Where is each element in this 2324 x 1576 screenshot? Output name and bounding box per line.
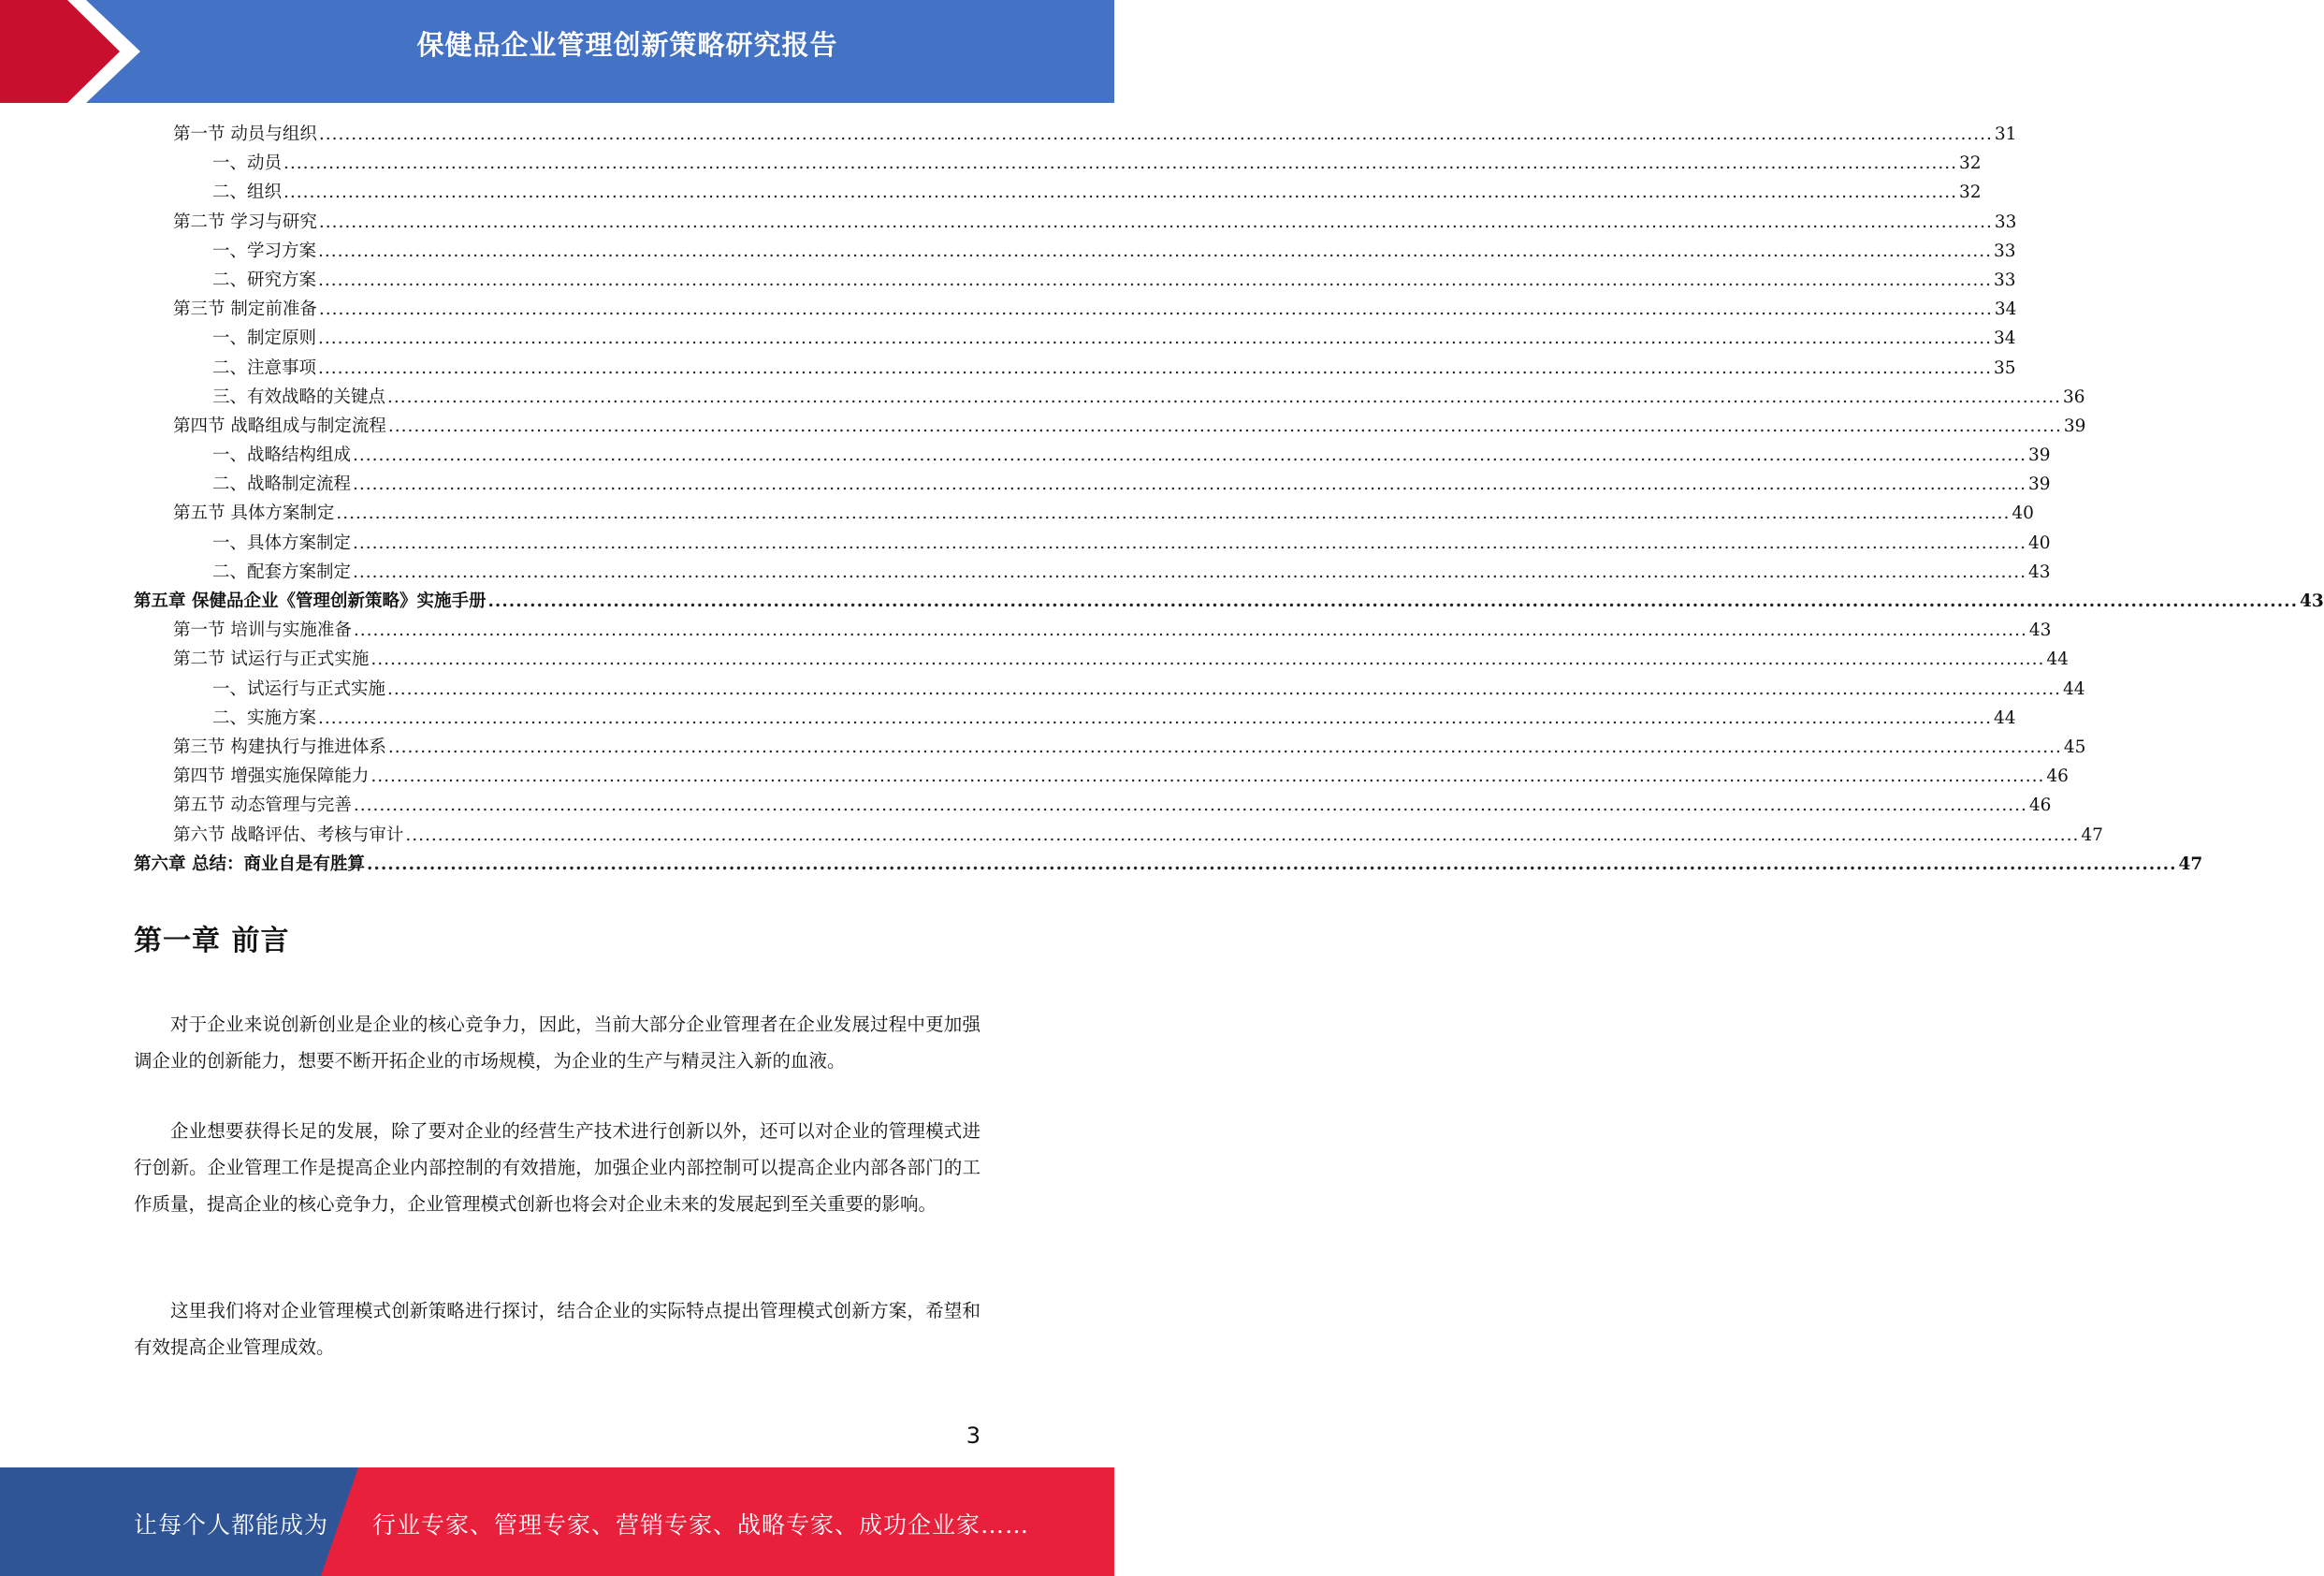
toc-entry[interactable] [134, 675, 2085, 704]
toc-entry-label: 第三节 制定前准备 [173, 299, 317, 320]
toc-dot-leader: .................................................................................................................................................................................................................................................................... [318, 328, 1992, 349]
toc-entry-label: 第三节 构建执行与推进体系 [173, 737, 386, 757]
toc-entry-label: 第五章 保健品企业《管理创新策略》实施手册 [134, 591, 487, 611]
toc-entry-label: 第四节 增强实施保障能力 [173, 766, 370, 787]
toc-dot-leader: .................................................................................................................................................................................................................................................................... [387, 387, 2061, 407]
toc-entry[interactable] [134, 208, 2017, 237]
toc-entry-label: 二、注意事项 [212, 358, 317, 378]
toc-entry-label: 第二节 学习与研究 [173, 212, 317, 232]
toc-entry[interactable] [134, 791, 2052, 820]
paragraph-text: 企业想要获得长足的发展，除了要对企业的经营生产技术进行创新以外，还可以对企业的管理模式进行创新。企业管理工作是提高企业内部控制的有效措施，加强企业内部控制可以提高企业内部各部门的工作质量，提高企业的核心竞争力，企业管理模式创新也将会对企业未来的发展起到至关重要的影响。 [134, 1120, 980, 1215]
toc-entry-label: 二、战略制定流程 [212, 474, 352, 495]
toc-entry-page: 43 [2028, 620, 2052, 641]
toc-dot-leader: .................................................................................................................................................................................................................................................................... [353, 620, 2027, 641]
toc-entry[interactable] [134, 587, 2324, 616]
toc-dot-leader: .................................................................................................................................................................................................................................................................... [353, 533, 2026, 553]
toc-entry-label: 一、战略结构组成 [212, 445, 352, 466]
page-number: 3 [966, 1423, 980, 1449]
toc-entry[interactable] [134, 645, 2069, 674]
toc-entry[interactable] [134, 324, 2016, 353]
toc-entry-page: 44 [1993, 708, 2016, 728]
toc-entry[interactable] [134, 178, 1982, 207]
toc-entry[interactable] [134, 704, 2016, 733]
toc-entry-label: 第五节 动态管理与完善 [173, 795, 352, 816]
toc-entry-page: 33 [1994, 212, 2017, 232]
toc-entry[interactable] [134, 266, 2016, 295]
toc-dot-leader: .................................................................................................................................................................................................................................................................... [318, 299, 1993, 320]
paragraph-text: 这里我们将对企业管理模式创新策略进行探讨，结合企业的实际特点提出管理模式创新方案，希望和有效提高企业管理成效。 [134, 1300, 980, 1358]
toc-entry[interactable] [134, 470, 2051, 499]
toc-entry-page: 45 [2063, 737, 2086, 757]
body-paragraph [134, 1113, 980, 1222]
toc-dot-leader: .................................................................................................................................................................................................................................................................... [366, 854, 2177, 874]
toc-entry-page: 40 [2012, 503, 2034, 524]
toc-entry-label: 一、试运行与正式实施 [212, 679, 386, 699]
toc-entry-page: 43 [2300, 591, 2324, 611]
toc-dot-leader: .................................................................................................................................................................................................................................................................... [318, 124, 1993, 144]
body-paragraph [134, 1006, 980, 1079]
toc-dot-leader: .................................................................................................................................................................................................................................................................... [387, 416, 2062, 436]
toc-dot-leader: .................................................................................................................................................................................................................................................................... [353, 795, 2027, 816]
header-banner [0, 0, 1114, 103]
toc-dot-leader: .................................................................................................................................................................................................................................................................... [318, 708, 1992, 728]
toc-dot-leader: .................................................................................................................................................................................................................................................................... [336, 503, 2011, 524]
toc-entry[interactable] [134, 529, 2051, 558]
toc-dot-leader: .................................................................................................................................................................................................................................................................... [370, 766, 2045, 787]
toc-dot-leader: .................................................................................................................................................................................................................................................................... [405, 824, 2080, 845]
toc-entry-label: 一、动员 [212, 153, 283, 174]
toc-entry[interactable] [134, 733, 2086, 762]
toc-entry-page: 34 [1993, 328, 2016, 349]
toc-entry-page: 33 [1993, 241, 2016, 261]
chapter-heading: 第一章 前言 [134, 925, 290, 957]
toc-entry-page: 39 [2027, 474, 2051, 495]
toc-entry-label: 第一节 培训与实施准备 [173, 620, 352, 641]
toc-entry-page: 31 [1994, 124, 2017, 144]
toc-dot-leader: .................................................................................................................................................................................................................................................................... [283, 182, 1957, 203]
toc-entry-page: 46 [2028, 795, 2052, 816]
toc-entry-page: 39 [2027, 445, 2051, 466]
paragraph-text: 对于企业来说创新创业是企业的核心竞争力，因此，当前大部分企业管理者在企业发展过程中更加强调企业的创新能力，想要不断开拓企业的市场规模，为企业的生产与精灵注入新的血液。 [134, 1014, 980, 1072]
toc-dot-leader: .................................................................................................................................................................................................................................................................... [318, 270, 1992, 290]
toc-dot-leader: .................................................................................................................................................................................................................................................................... [318, 241, 1992, 261]
toc-entry-label: 一、制定原则 [212, 328, 317, 349]
toc-entry-page: 33 [1993, 270, 2016, 290]
toc-entry-label: 第一节 动员与组织 [173, 124, 317, 144]
toc-entry-label: 二、组织 [212, 182, 283, 203]
document-title: 保健品企业管理创新策略研究报告 [416, 29, 838, 61]
toc-entry-label: 一、具体方案制定 [212, 533, 352, 553]
toc-dot-leader: .................................................................................................................................................................................................................................................................... [353, 474, 2026, 495]
toc-entry-label: 一、学习方案 [212, 241, 317, 261]
toc-dot-leader: .................................................................................................................................................................................................................................................................... [318, 212, 1993, 232]
toc-entry-page: 36 [2062, 387, 2085, 407]
toc-entry-page: 39 [2063, 416, 2086, 436]
footer-banner [0, 1467, 1114, 1576]
toc-entry-page: 35 [1993, 358, 2016, 378]
toc-entry-page: 40 [2027, 533, 2051, 553]
body-paragraph [134, 1292, 980, 1365]
toc-entry-page: 46 [2046, 766, 2069, 787]
toc-entry-label: 第二节 试运行与正式实施 [173, 649, 370, 670]
toc-entry-label: 三、有效战略的关键点 [212, 387, 386, 407]
toc-entry-page: 32 [1958, 153, 1982, 174]
toc-dot-leader: .................................................................................................................................................................................................................................................................... [283, 153, 1957, 174]
toc-entry-label: 第六节 战略评估、考核与审计 [173, 824, 404, 845]
toc-entry-page: 44 [2062, 679, 2085, 699]
toc-dot-leader: .................................................................................................................................................................................................................................................................... [318, 358, 1992, 378]
toc-entry[interactable] [134, 383, 2085, 412]
toc-entry[interactable] [134, 120, 2017, 149]
toc-entry-label: 二、研究方案 [212, 270, 317, 290]
toc-entry[interactable] [134, 354, 2016, 383]
toc-entry-page: 47 [2081, 824, 2103, 845]
toc-dot-leader: .................................................................................................................................................................................................................................................................... [353, 562, 2026, 582]
toc-entry[interactable] [134, 616, 2052, 645]
toc-entry-page: 43 [2027, 562, 2051, 582]
toc-entry[interactable] [134, 499, 2034, 528]
toc-entry[interactable] [134, 237, 2016, 266]
toc-entry[interactable] [134, 850, 2203, 879]
toc-entry-label: 二、实施方案 [212, 708, 317, 728]
toc-entry[interactable] [134, 295, 2017, 324]
toc-dot-leader: .................................................................................................................................................................................................................................................................... [370, 649, 2045, 670]
toc-dot-leader: .................................................................................................................................................................................................................................................................... [387, 737, 2062, 757]
toc-entry[interactable] [134, 558, 2051, 587]
toc-entry-label: 二、配套方案制定 [212, 562, 352, 582]
toc-entry-page: 44 [2046, 649, 2069, 670]
toc-entry-page: 34 [1994, 299, 2017, 320]
toc-entry-page: 47 [2178, 854, 2203, 874]
toc-entry[interactable] [134, 441, 2051, 470]
toc-entry[interactable] [134, 821, 2103, 850]
toc-entry[interactable] [134, 762, 2069, 791]
toc-dot-leader: .................................................................................................................................................................................................................................................................... [387, 679, 2061, 699]
table-of-contents [134, 120, 2324, 879]
toc-entry[interactable] [134, 412, 2086, 441]
toc-dot-leader: .................................................................................................................................................................................................................................................................... [353, 445, 2026, 466]
toc-entry-label: 第五节 具体方案制定 [173, 503, 335, 524]
toc-dot-leader: .................................................................................................................................................................................................................................................................... [487, 591, 2299, 611]
footer-slogan-left: 让每个人都能成为 [134, 1511, 329, 1539]
toc-entry-page: 32 [1958, 182, 1982, 203]
toc-entry-label: 第四节 战略组成与制定流程 [173, 416, 386, 436]
toc-entry[interactable] [134, 149, 1982, 178]
footer-slogan-right: 行业专家、管理专家、营销专家、战略专家、成功企业家…… [372, 1511, 1030, 1539]
toc-entry-label: 第六章 总结：商业自是有胜算 [134, 854, 365, 874]
